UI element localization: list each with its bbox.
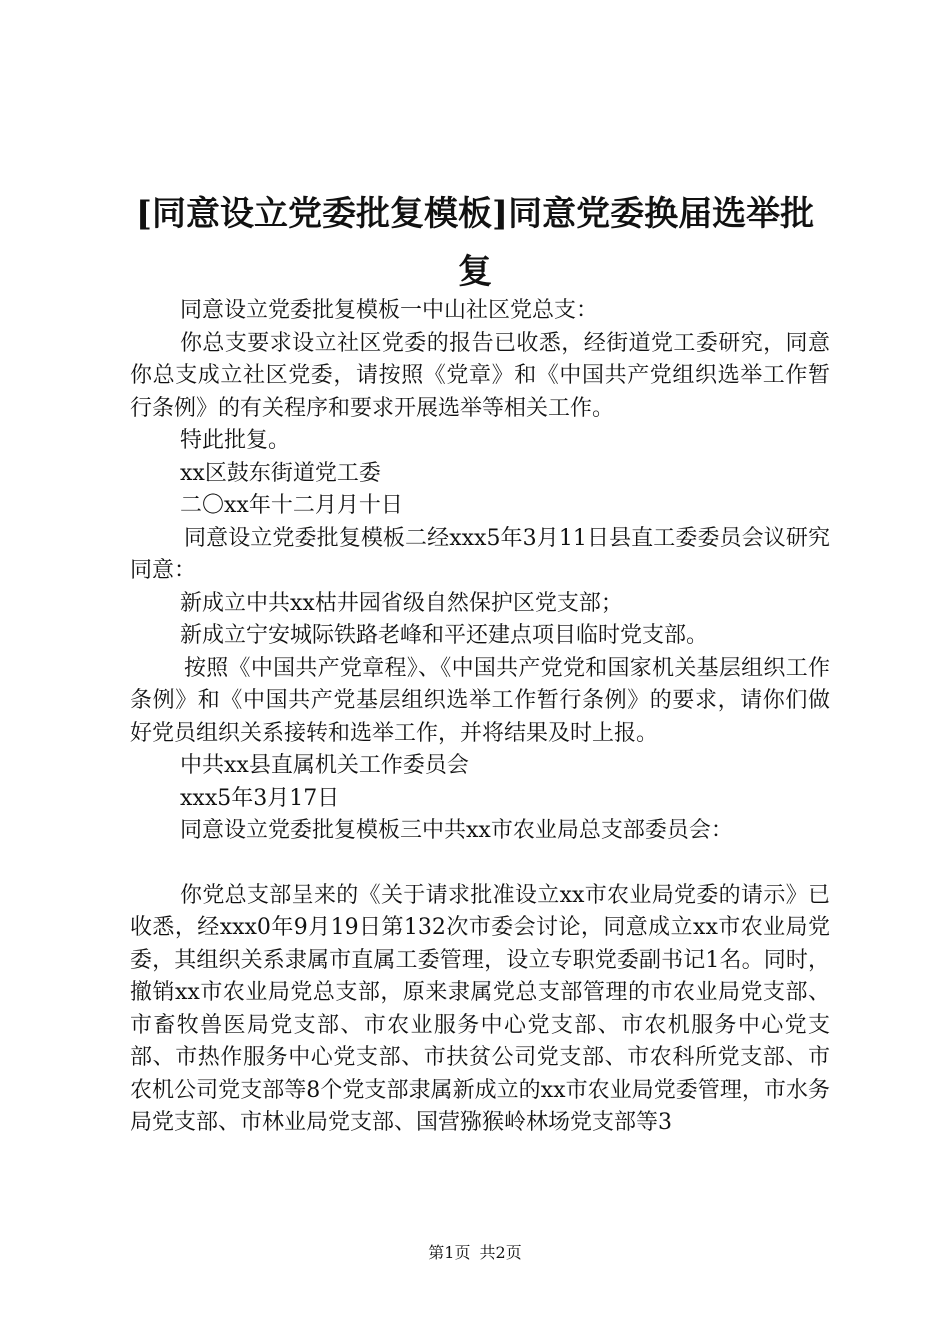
paragraph-signature-2: 中共xx县直属机关工作委员会 [180, 753, 469, 778]
page-total: 共2页 [479, 1243, 522, 1262]
paragraph-body-3: 你党总支部呈来的《关于请求批准设立xx市农业局党委的请示》已收悉，经xxx0年9月19日第132次市委会讨论，同意成立xx市农业局党委，其组织关系隶属市直属工委管理，设立专职党委副书记1名。同时，撤销xx市农业局党总支部，原来隶属党总支部管理的市农业局党支部、市畜牧兽医局党支部、市农业服务中心党支部、市农机服务中心党支部、市热作服务中心党支部、市扶贫公司党支部、市农科所党支部、市农机公司党支部等8个党支部隶属新成立的xx市农业局党委管理，市水务局党支部、市林业局党支部、国营猕猴岭林场党支部等3 [130, 882, 830, 1135]
paragraph-salutation-1: 同意设立党委批复模板一中山社区党总支： [180, 298, 599, 323]
paragraph-date-2: xxx5年3月17日 [180, 785, 340, 811]
paragraph-salutation-3: 同意设立党委批复模板三中共xx市农业局总支部委员会： [180, 818, 733, 843]
document-title: [同意设立党委批复模板]同意党委换届选举批复 [135, 194, 815, 292]
paragraph-salutation-2: 同意设立党委批复模板二经xxx5年3月11日县直工委委员会议研究同意： [130, 525, 830, 583]
paragraph-date-1: 二〇xx年十二月月十日 [180, 493, 403, 518]
paragraph-body-1: 你总支要求设立社区党委的报告已收悉，经街道党工委研究，同意你总支成立社区党委，请按照《党章》和《中国共产党组织选举工作暂行条例》的有关程序和要求开展选举等相关工作。 [130, 330, 830, 421]
document-body [130, 295, 830, 1140]
page-number: 第1页 [428, 1243, 471, 1262]
paragraph-item-2: 新成立宁安城际铁路老峰和平还建点项目临时党支部。 [180, 623, 709, 648]
page-footer [0, 1243, 950, 1263]
paragraph-signature-1: xx区鼓东街道党工委 [180, 460, 381, 486]
paragraph-body-2: 按照《中国共产党章程》、《中国共产党党和国家机关基层组织工作条例》和《中国共产党基层组织选举工作暂行条例》的要求，请你们做好党员组织关系接转和选举工作，并将结果及时上报。 [130, 655, 830, 746]
paragraph-spacer [130, 848, 830, 880]
paragraph-item-1: 新成立中共xx枯井园省级自然保护区党支部； [180, 590, 623, 616]
paragraph-closing-1: 特此批复。 [180, 428, 291, 453]
